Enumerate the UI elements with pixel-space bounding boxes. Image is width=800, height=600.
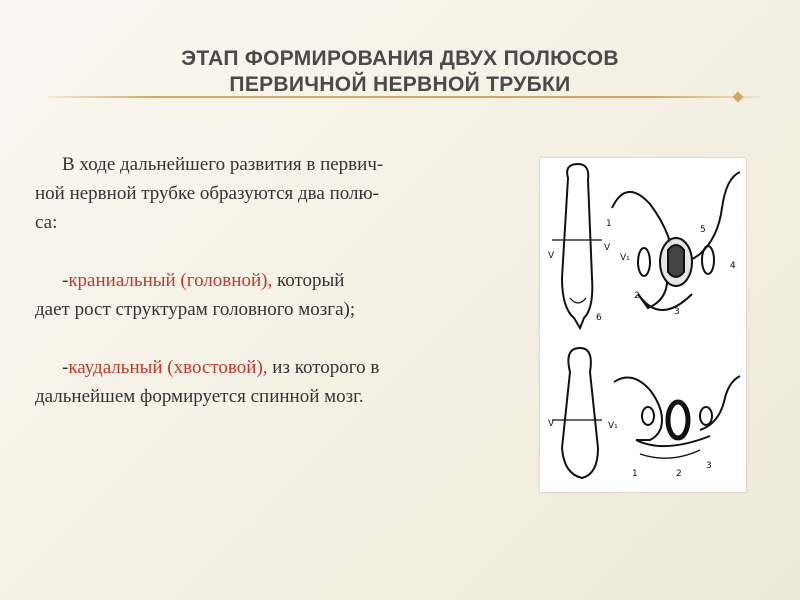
body-text [35,150,530,411]
slide-title [70,46,730,98]
figure-label: 4 [730,261,736,271]
cranial-line-2: дает рост структурам головного мозга); [35,299,356,320]
caudal-term: каудальный (хвостовой), [68,357,268,378]
figure-label: 5 [700,225,706,235]
figure-label: V₁ [608,421,618,431]
figure-label: V [548,251,555,261]
neural-tube-bottom [668,402,688,438]
title-line-2: ПЕРВИЧНОЙ НЕРВНОЙ ТРУБКИ [229,73,571,96]
cross-section-right-bottom [700,376,740,430]
figure-label: 2 [676,469,682,479]
caudal-line-1: -каудальный (хвостовой), из которого в [62,357,380,378]
figure-label: 1 [632,469,638,479]
neural-tube-figure [540,158,746,492]
figure-label: V [548,419,555,429]
figure-label: V [604,243,611,253]
figure-label: V₁ [620,253,630,263]
cross-section-left-bottom [614,378,662,441]
cranial-line-1: -краниальный (головной), который [62,270,345,291]
title-line-1: ЭТАП ФОРМИРОВАНИЯ ДВУХ ПОЛЮСОВ [181,47,619,70]
intro-line-2: ной нервной трубке образуются два полю- [35,183,379,204]
caudal-line-2: дальнейшем формируется спинной мозг. [35,386,364,407]
intro-line-1: В ходе дальнейшего развития в первич- [62,154,384,175]
figure-label: 6 [596,313,602,323]
figure-label: 3 [706,461,712,471]
title-divider [48,96,760,98]
embryo-outline-bottom [562,348,598,478]
intro-line-3: са: [35,212,58,233]
neural-tube-illustration [540,158,746,492]
title-divider-ornament [732,91,743,102]
figure-label: 2 [634,291,640,301]
figure-label: 1 [606,219,612,229]
figure-label: 3 [674,307,680,317]
cranial-term: краниальный (головной), [68,270,273,291]
